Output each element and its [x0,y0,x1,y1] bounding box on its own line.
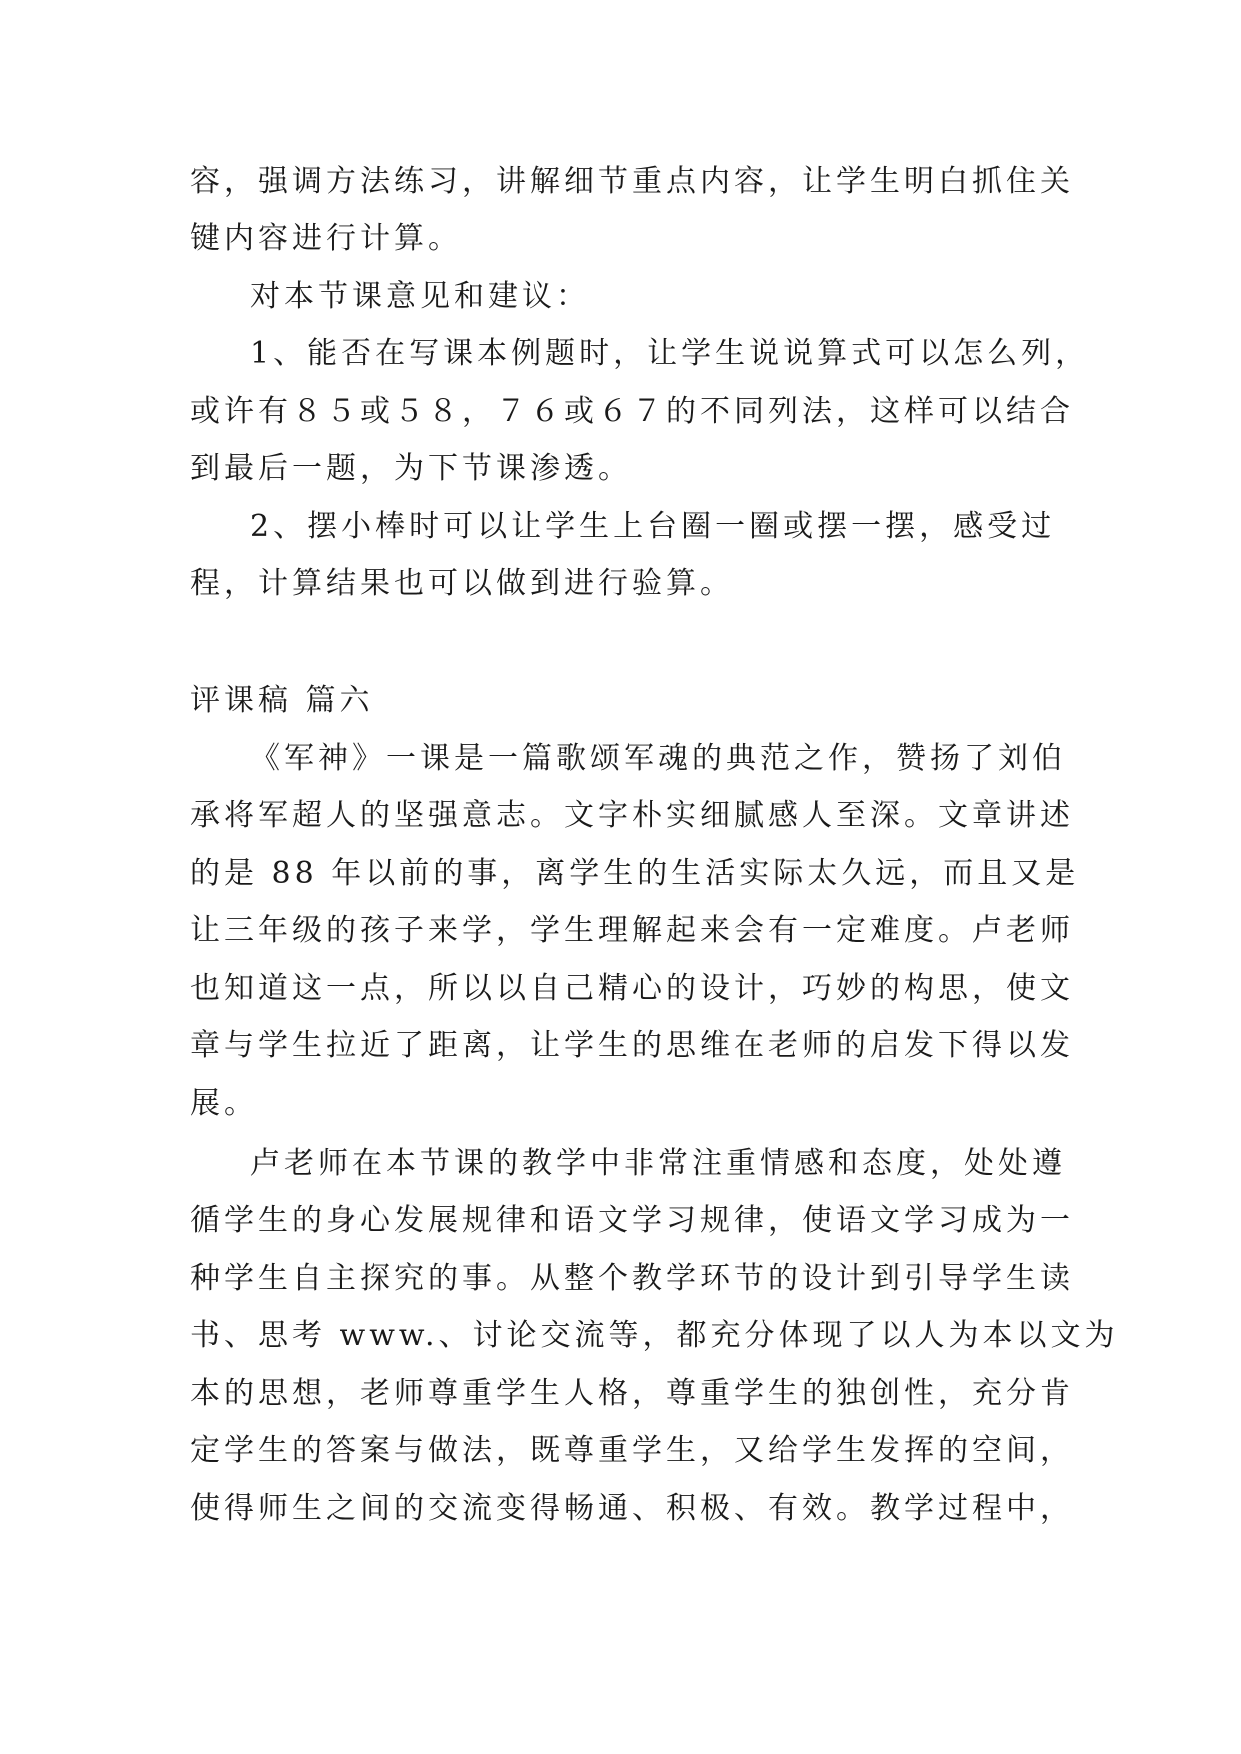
text-line: 的是 88 年以前的事，离学生的生活实际太久远，而且又是 [190,856,1080,891]
text-line: 章与学生拉近了距离，让学生的思维在老师的启发下得以发 [190,1028,1074,1063]
text-line: 让三年级的孩子来学，学生理解起来会有一定难度。卢老师 [190,913,1074,948]
text-line: 键内容进行计算。 [190,221,462,256]
text-line: 本的思想，老师尊重学生人格，尊重学生的独创性，充分肯 [190,1376,1074,1411]
text-line: 定学生的答案与做法，既尊重学生，又给学生发挥的空间， [190,1433,1074,1468]
text-line: 《军神》一课是一篇歌颂军魂的典范之作，赞扬了刘伯 [250,741,1066,776]
text-line: 书、思考 www.、讨论交流等，都充分体现了以人为本以文为 [190,1318,1119,1353]
text-line: 卢老师在本节课的教学中非常注重情感和态度，处处遵 [250,1146,1066,1181]
text-line: 到最后一题，为下节课渗透。 [190,451,632,486]
text-line: 对本节课意见和建议： [250,279,590,314]
text-line: 或许有８５或５８，７６或６７的不同列法，这样可以结合 [190,394,1074,429]
text-line: 展。 [190,1086,258,1121]
text-line: 种学生自主探究的事。从整个教学环节的设计到引导学生读 [190,1261,1074,1296]
text-line: 容，强调方法练习，讲解细节重点内容，让学生明白抓住关 [190,164,1074,199]
text-line: 程，计算结果也可以做到进行验算。 [190,566,734,601]
text-line: 使得师生之间的交流变得畅通、积极、有效。教学过程中， [190,1491,1074,1526]
section-heading: 评课稿 篇六 [190,683,374,718]
text-line: 2、摆小棒时可以让学生上台圈一圈或摆一摆，感受过 [250,509,1056,544]
text-line: 也知道这一点，所以以自己精心的设计，巧妙的构思，使文 [190,971,1074,1006]
text-line: 1、能否在写课本例题时，让学生说说算式可以怎么列， [250,336,1090,371]
text-line: 循学生的身心发展规律和语文学习规律，使语文学习成为一 [190,1203,1074,1238]
text-line: 承将军超人的坚强意志。文字朴实细腻感人至深。文章讲述 [190,798,1074,833]
